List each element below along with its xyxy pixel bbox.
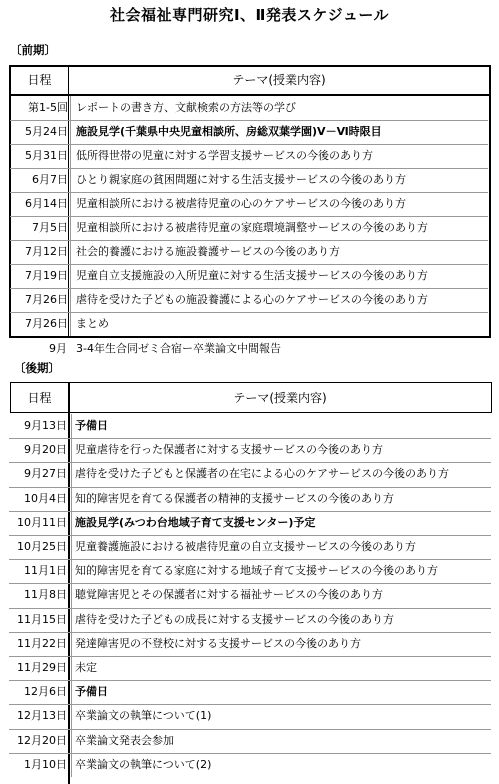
row-theme: 知的障害児を育てる家庭に対する地域子育て支援サービスの今後のあり方: [75, 564, 438, 578]
table-row: [8, 192, 488, 216]
row-date: 10月25日: [17, 540, 67, 553]
table-row: [7, 535, 491, 559]
first-header-date: 日程: [27, 73, 52, 87]
row-date: 7月26日: [25, 293, 68, 306]
row-date: 6月14日: [25, 197, 68, 210]
table-row: [7, 680, 491, 704]
row-date: 1月10日: [24, 757, 67, 771]
row-date: 5月31日: [25, 149, 68, 162]
second-header-date: 日程: [27, 391, 52, 405]
table-row: [8, 144, 488, 168]
row-theme: 虐待を受けた子どもの施設養護による心のケアサービスの今後のあり方: [76, 293, 428, 306]
row-theme: 施設見学(千葉県中央児童相談所、房総双葉学園)Ⅴ－Ⅵ時限目: [76, 125, 382, 138]
row-theme: 聴覚障害児とその保護者に対する福祉サービスの今後のあり方: [75, 588, 383, 602]
row-theme: 知的障害児を育てる保護者の精神的支援サービスの今後のあり方: [75, 491, 394, 505]
table-row: [8, 240, 488, 264]
row-theme: 低所得世帯の児童に対する学習支援サービスの今後のあり方: [76, 149, 373, 162]
first-header-theme: テーマ(授業内容): [232, 73, 326, 87]
table-row: [7, 462, 491, 486]
row-theme: 施設見学(みつわ台地域子育て支援センター)予定: [75, 515, 316, 529]
first-term-label: 〔前期〕: [10, 43, 56, 57]
table-row: [7, 559, 491, 583]
table-row: [8, 96, 488, 120]
page-title: 社会福祉専門研究Ⅰ、Ⅱ発表スケジュール: [109, 6, 390, 24]
row-date: 7月26日: [25, 317, 68, 330]
table-row: [7, 511, 491, 535]
table-row: [8, 120, 488, 144]
table-row: [7, 487, 491, 511]
row-date: 7月5日: [32, 221, 68, 234]
row-date: 11月22日: [17, 636, 67, 650]
table-row: [7, 438, 491, 462]
row-date: 9月27日: [24, 467, 67, 481]
second-header-theme: テーマ(授業内容): [233, 391, 327, 405]
table-row: [7, 632, 491, 656]
row-theme: 虐待を受けた子どもと保護者の在宅による心のケアサービスの今後のあり方: [75, 467, 449, 481]
row-theme: 社会的養護における施設養護サービスの今後のあり方: [76, 245, 340, 258]
table-row: [7, 704, 491, 728]
table-row: [8, 312, 488, 336]
row-theme: 卒業論文発表会参加: [75, 733, 174, 747]
table-row: [8, 264, 488, 288]
table-row: [7, 729, 491, 753]
row-theme: 児童自立支援施設の入所児童に対する生活支援サービスの今後のあり方: [76, 269, 428, 282]
row-date: 6月7日: [32, 173, 68, 186]
second-term-label: 〔後期〕: [14, 361, 60, 375]
row-date: 9月13日: [24, 419, 67, 432]
row-theme: 児童養護施設における被虐待児童の自立支援サービスの今後のあり方: [75, 540, 416, 553]
row-date: 12月6日: [24, 685, 67, 699]
interim-date: 9月: [49, 342, 67, 355]
row-theme: 卒業論文の執筆について(1): [75, 709, 212, 723]
row-date: 9月20日: [24, 443, 67, 457]
row-theme: まとめ: [76, 317, 109, 330]
row-theme: 児童相談所における被虐待児童の心のケアサービスの今後のあり方: [76, 197, 406, 210]
row-theme: 予備日: [75, 685, 108, 699]
row-theme: 発達障害児の不登校に対する支援サービスの今後のあり方: [75, 636, 361, 650]
row-date: 10月4日: [24, 491, 67, 505]
row-date: 7月19日: [25, 269, 68, 282]
row-theme: 児童相談所における被虐待児童の家庭環境調整サービスの今後のあり方: [76, 221, 428, 234]
table-row: [8, 216, 488, 240]
row-date: 7月12日: [25, 245, 68, 258]
row-date: 5月24日: [25, 125, 68, 138]
row-theme: レポートの書き方、文献検索の方法等の学び: [76, 101, 296, 114]
table-row: [7, 414, 491, 438]
table-row: [7, 608, 491, 632]
table-row: [8, 288, 488, 312]
row-theme: ひとり親家庭の貧困問題に対する生活支援サービスの今後のあり方: [76, 173, 406, 186]
row-theme: 予備日: [75, 419, 108, 432]
table-row: [8, 168, 488, 192]
table-row: [7, 753, 491, 777]
table-row: [7, 656, 491, 680]
row-date: 10月11日: [17, 515, 67, 529]
row-date: 11月15日: [17, 612, 67, 626]
row-date: 11月29日: [17, 661, 67, 674]
row-date: 12月13日: [17, 709, 67, 723]
table-row: [7, 583, 491, 607]
row-theme: 児童虐待を行った保護者に対する支援サービスの今後のあり方: [75, 443, 383, 457]
row-theme: 虐待を受けた子どもの成長に対する支援サービスの今後のあり方: [75, 612, 394, 626]
row-theme: 未定: [75, 661, 97, 674]
row-date: 11月1日: [24, 564, 67, 578]
row-date: 12月20日: [17, 733, 67, 747]
row-theme: 卒業論文の執筆について(2): [75, 757, 212, 771]
row-date: 第1-5回: [28, 101, 68, 114]
interim-theme: 3-4年生合同ゼミ合宿ー卒業論文中間報告: [76, 342, 281, 355]
row-date: 11月8日: [24, 588, 67, 602]
